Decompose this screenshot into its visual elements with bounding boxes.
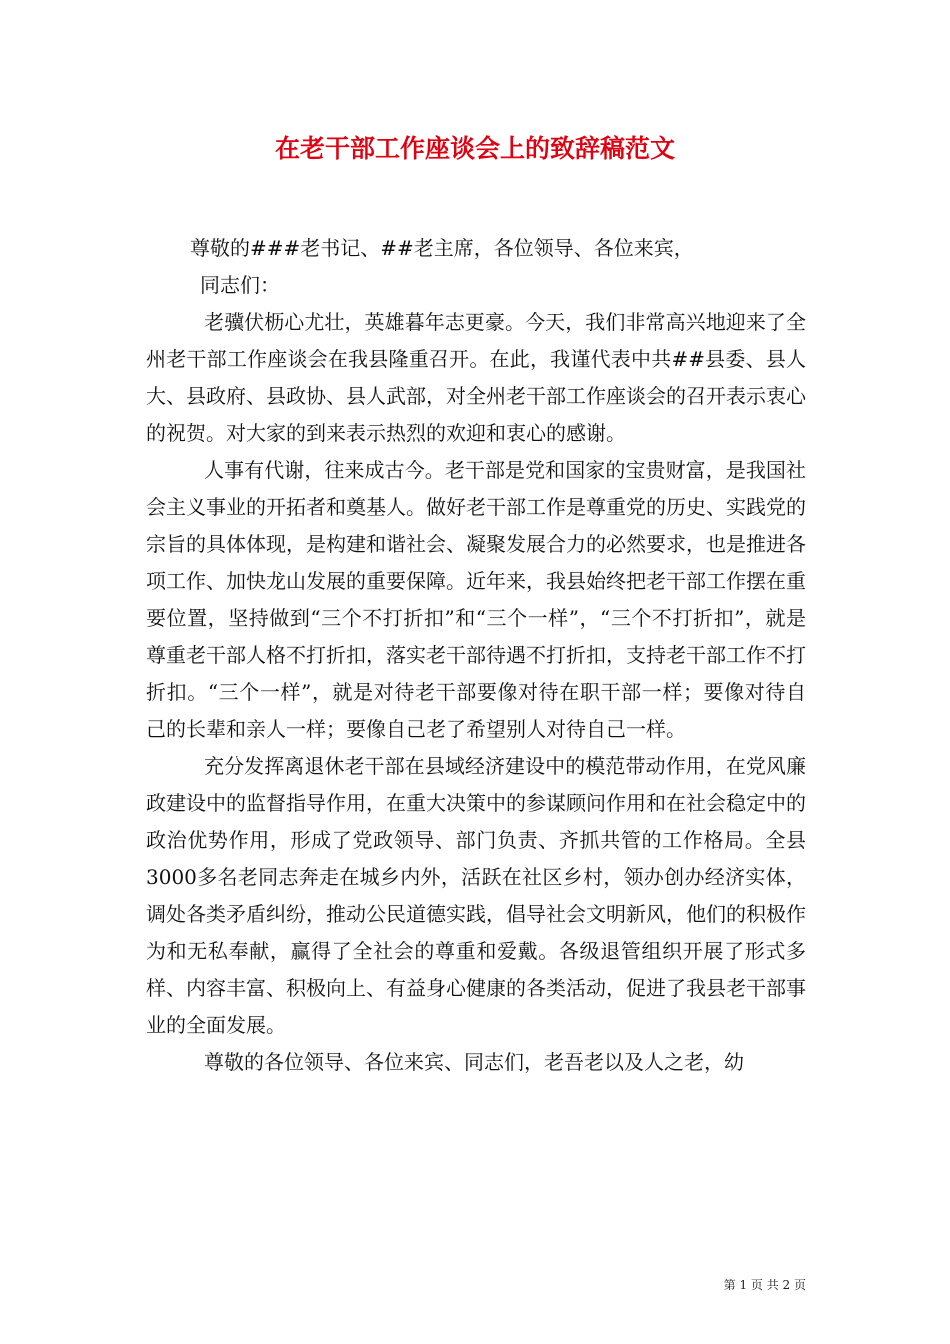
body-paragraph-2: 人事有代谢，往来成古今。老干部是党和国家的宝贵财富，是我国社会主义事业的开拓者和奠基人。做好老干部工作是尊重党的历史、实践党的宗旨的具体体现，是构建和谐社会、凝聚发展合力的必然要求，也是推进各项工作、加快龙山发展的重要保障。近年来，我县始终把老干部工作摆在重要位置，坚持做到“三个不打折扣”和“三个一样”，“三个不打折扣”，就是尊重老干部人格不打折扣，落实老干部待遇不打折扣，支持老干部工作不打折扣。“三个一样”，就是对待老干部要像对待在职干部一样；要像对待自己的长辈和亲人一样；要像自己老了希望别人对待自己一样。 xyxy=(146,458,806,741)
greeting-line: 尊敬的###老书记、##老主席，各位领导、各位来宾， xyxy=(190,236,694,260)
salutation-line: 同志们： xyxy=(200,273,280,297)
body-paragraph-3: 充分发挥离退休老干部在县域经济建设中的模范带动作用，在党风廉政建设中的监督指导作用，在重大决策中的参谋顾问作用和在社会稳定中的政治优势作用，形成了党政领导、部门负责、齐抓共管的工作格局。全县3000多名老同志奔走在城乡内外，活跃在社区乡村，领办创办经济实体，调处各类矛盾纠纷，推动公民道德实践，倡导社会文明新风，他们的积极作为和无私奉献，赢得了全社会的尊重和爱戴。各级退管组织开展了形式多样、内容丰富、积极向上、有益身心健康的各类活动，促进了我县老干部事业的全面发展。 xyxy=(146,754,806,1037)
document-body xyxy=(146,230,806,1081)
document-title: 在老干部工作座谈会上的致辞稿范文 xyxy=(274,134,675,163)
body-paragraph-4: 尊敬的各位领导、各位来宾、同志们，老吾老以及人之老，幼 xyxy=(204,1050,744,1074)
body-paragraph-1: 老骥伏枥心尤壮，英雄暮年志更豪。今天，我们非常高兴地迎来了全州老干部工作座谈会在我县隆重召开。在此，我谨代表中共##县委、县人大、县政府、县政协、县人武部，对全州老干部工作座谈会的召开表示衷心的祝贺。对大家的到来表示热烈的欢迎和衷心的感谢。 xyxy=(146,310,806,445)
page-number-footer: 第 1 页 共 2 页 xyxy=(723,1278,806,1292)
